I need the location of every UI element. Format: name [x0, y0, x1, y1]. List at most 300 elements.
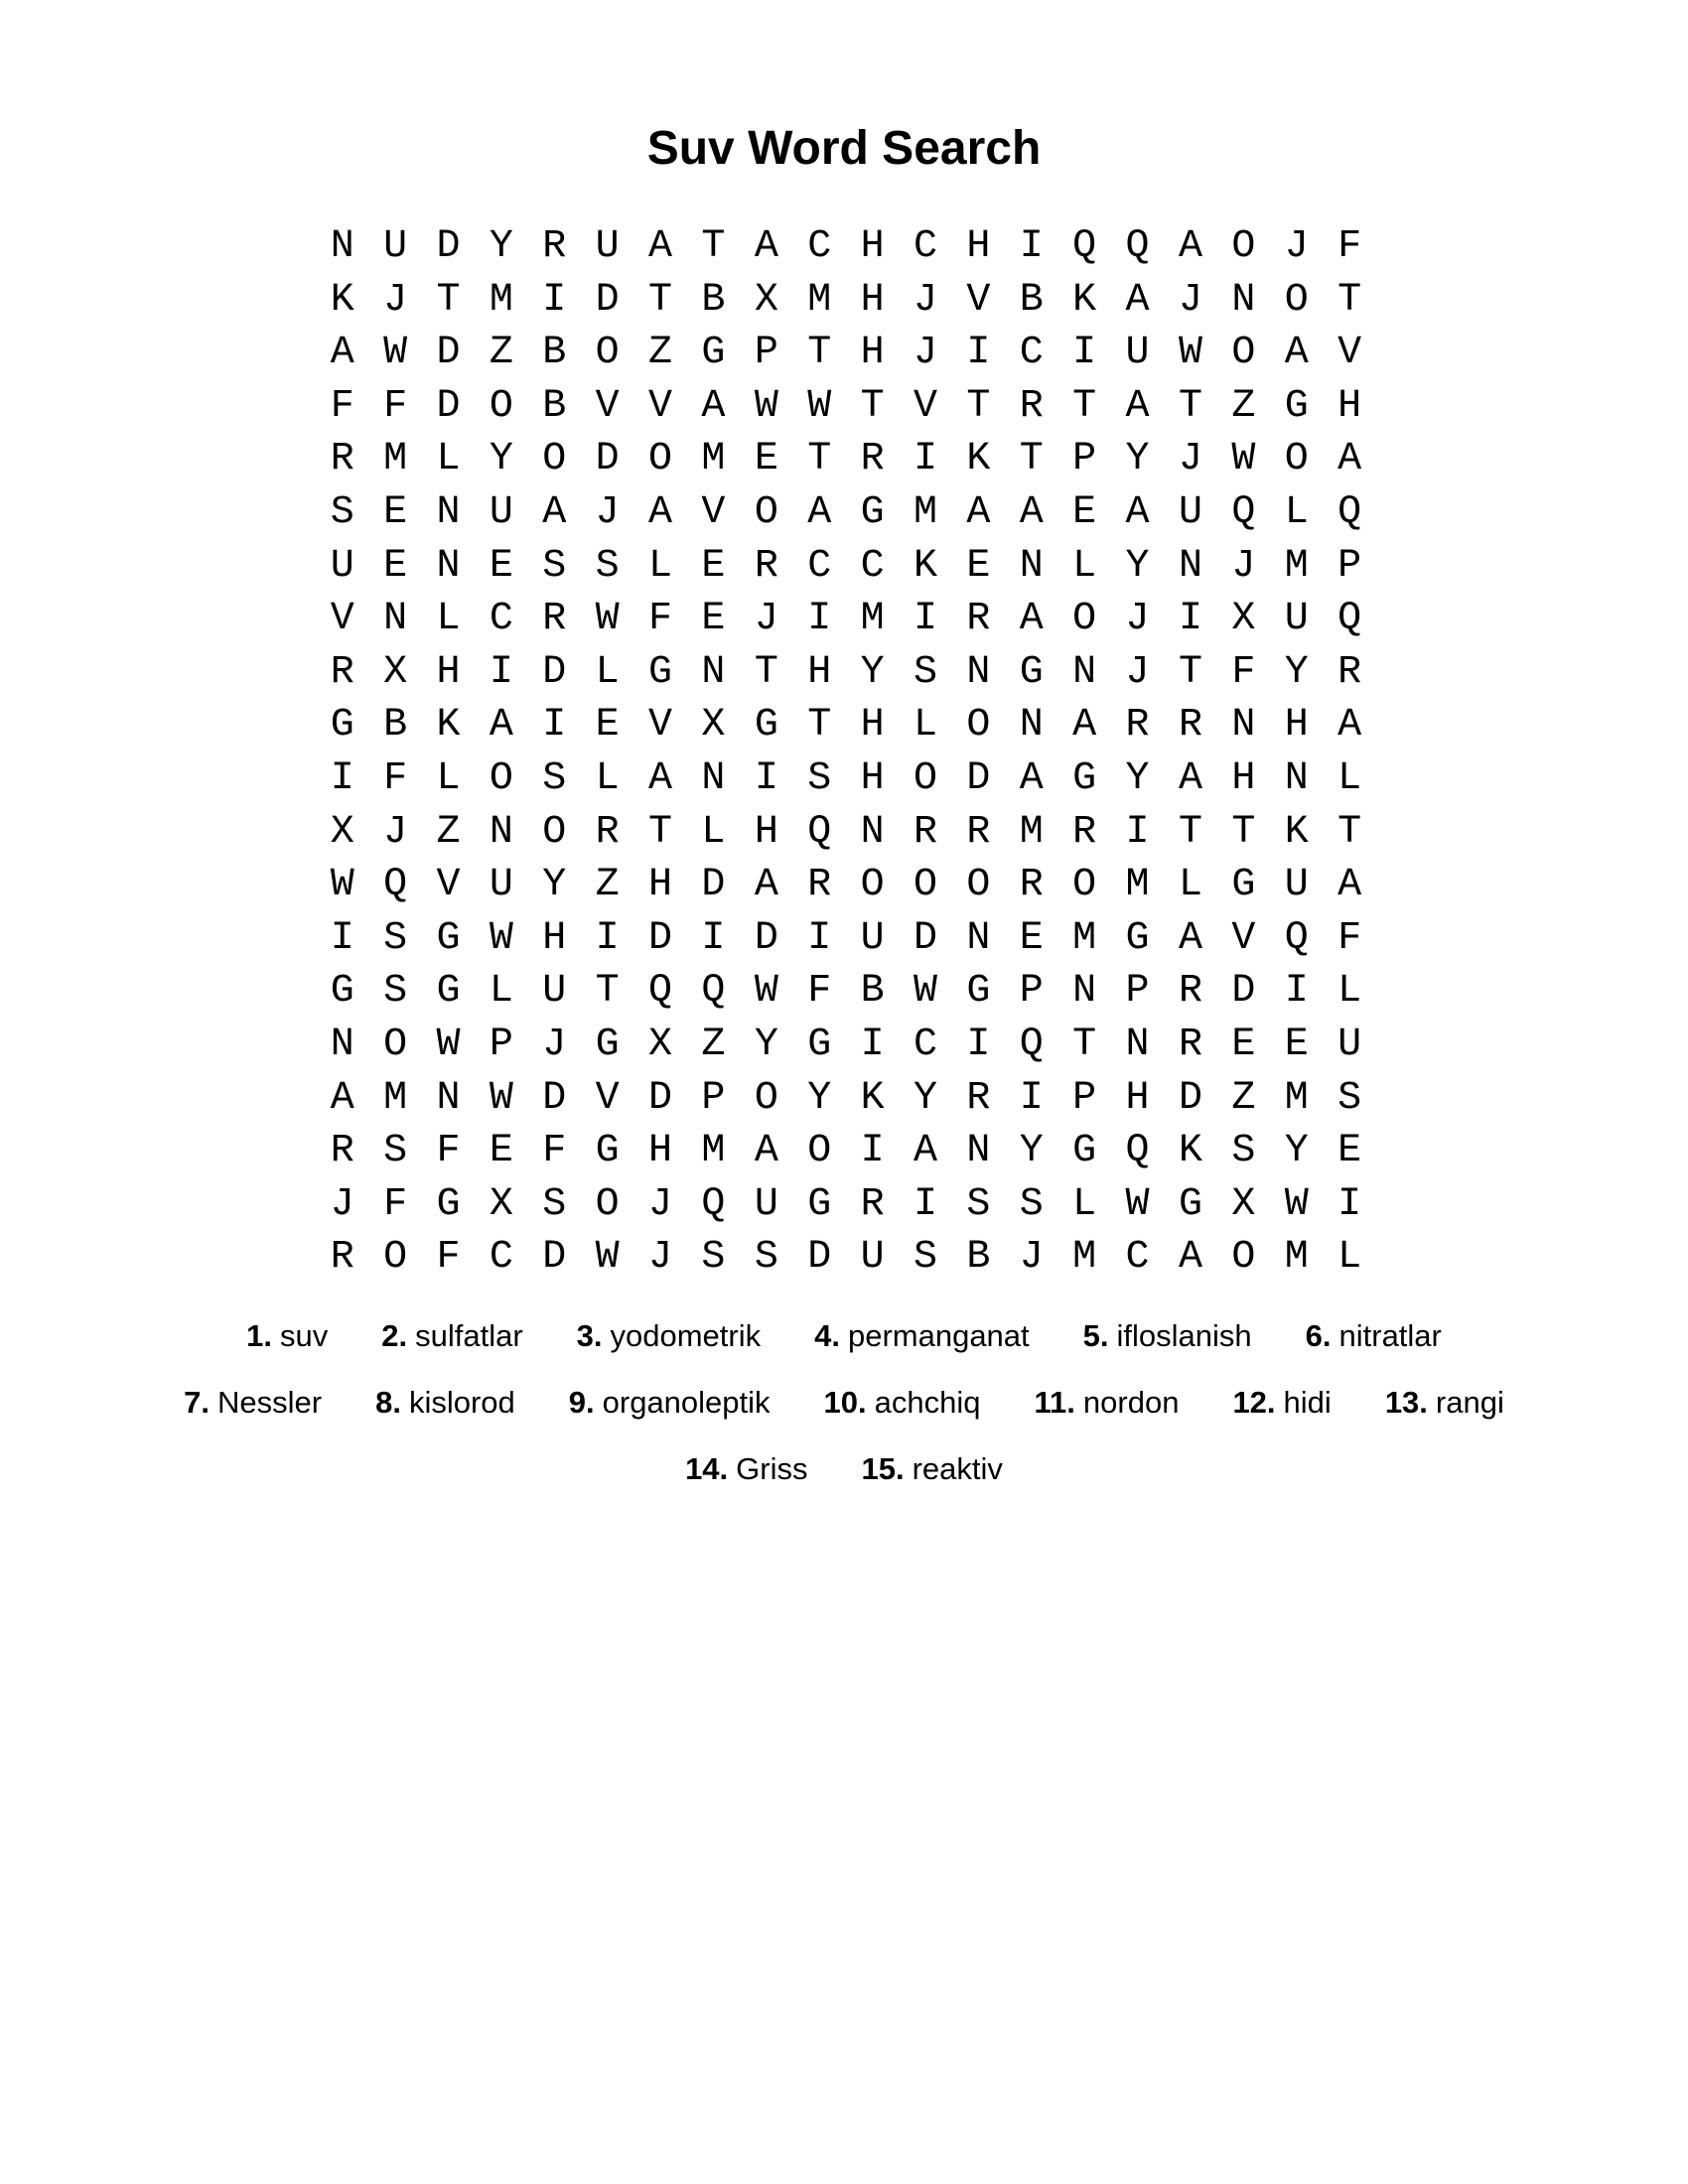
grid-letter: A: [648, 224, 673, 269]
grid-letter: Q: [1125, 1129, 1150, 1174]
grid-letter: M: [913, 489, 937, 535]
grid-letter: K: [966, 437, 991, 482]
grid-letter: C: [489, 597, 513, 642]
grid-letter: M: [1072, 915, 1097, 961]
grid-letter: O: [966, 703, 991, 749]
word-number: 13.: [1384, 1385, 1428, 1420]
grid-letter: R: [330, 1129, 354, 1174]
grid-letter: Y: [1125, 437, 1150, 482]
grid-letter: H: [860, 703, 885, 749]
grid-letter: U: [330, 543, 354, 589]
grid-letter: G: [595, 1129, 620, 1174]
grid-letter: T: [754, 649, 778, 695]
grid-letter: R: [330, 437, 354, 482]
word-list-item: [1385, 1369, 1504, 1435]
grid-letter: O: [542, 809, 567, 855]
grid-letter: L: [1337, 1235, 1362, 1281]
grid-row: [316, 806, 1376, 860]
grid-letter: O: [1231, 331, 1256, 376]
grid-letter: E: [1231, 1022, 1256, 1067]
grid-letter: O: [1231, 1235, 1256, 1281]
grid-letter: M: [807, 277, 832, 323]
grid-letter: A: [648, 489, 673, 535]
grid-letter: H: [1231, 755, 1256, 801]
grid-letter: E: [701, 543, 726, 589]
word-number: 10.: [823, 1385, 867, 1420]
grid-letter: E: [754, 437, 778, 482]
grid-row: [316, 965, 1376, 1019]
word-number: 4.: [814, 1318, 840, 1353]
grid-letter: L: [1337, 969, 1362, 1015]
grid-letter: S: [383, 915, 408, 961]
grid-letter: Z: [436, 809, 461, 855]
grid-letter: E: [489, 543, 513, 589]
grid-letter: I: [913, 437, 937, 482]
grid-letter: V: [330, 597, 354, 642]
grid-letter: J: [648, 1181, 673, 1227]
grid-letter: M: [1019, 809, 1044, 855]
word-list-item: [862, 1435, 1003, 1502]
grid-letter: N: [489, 809, 513, 855]
word-list-item: [381, 1302, 522, 1369]
grid-letter: V: [966, 277, 991, 323]
grid-letter: A: [1125, 277, 1150, 323]
grid-letter: M: [1284, 1235, 1309, 1281]
grid-letter: E: [383, 543, 408, 589]
grid-letter: I: [542, 703, 567, 749]
grid-letter: K: [913, 543, 937, 589]
grid-letter: D: [701, 863, 726, 908]
grid-letter: N: [383, 597, 408, 642]
grid-letter: N: [1072, 649, 1097, 695]
word-text: nordon: [1082, 1385, 1180, 1420]
grid-letter: C: [1125, 1235, 1150, 1281]
grid-row: [316, 1231, 1376, 1285]
grid-letter: F: [1337, 915, 1362, 961]
grid-letter: G: [807, 1181, 832, 1227]
grid-letter: F: [807, 969, 832, 1015]
word-list-item: [1083, 1302, 1252, 1369]
grid-letter: W: [595, 1235, 620, 1281]
grid-letter: I: [754, 755, 778, 801]
grid-letter: N: [1019, 703, 1044, 749]
grid-letter: I: [1019, 1075, 1044, 1121]
grid-row: [316, 1072, 1376, 1126]
word-number: 15.: [861, 1451, 905, 1486]
grid-letter: O: [1072, 863, 1097, 908]
grid-letter: E: [595, 703, 620, 749]
grid-row: [316, 1178, 1376, 1232]
grid-letter: A: [648, 755, 673, 801]
grid-letter: B: [701, 277, 726, 323]
grid-letter: C: [807, 543, 832, 589]
grid-letter: N: [1284, 755, 1309, 801]
grid-letter: H: [1337, 383, 1362, 429]
grid-letter: C: [489, 1235, 513, 1281]
grid-letter: U: [860, 915, 885, 961]
grid-letter: A: [1284, 331, 1309, 376]
grid-letter: J: [1019, 1235, 1044, 1281]
grid-letter: O: [1284, 277, 1309, 323]
grid-letter: H: [966, 224, 991, 269]
grid-letter: F: [436, 1129, 461, 1174]
grid-letter: R: [754, 543, 778, 589]
grid-letter: G: [1072, 1129, 1097, 1174]
word-list-item: [1306, 1302, 1442, 1369]
grid-letter: Q: [648, 969, 673, 1015]
grid-letter: W: [807, 383, 832, 429]
grid-letter: L: [701, 809, 726, 855]
grid-letter: D: [436, 224, 461, 269]
grid-letter: X: [489, 1181, 513, 1227]
grid-letter: A: [913, 1129, 937, 1174]
grid-letter: B: [860, 969, 885, 1015]
grid-row: [316, 380, 1376, 434]
grid-letter: N: [436, 1075, 461, 1121]
grid-letter: Y: [1125, 755, 1150, 801]
word-list-item: [577, 1302, 761, 1369]
grid-letter: D: [966, 755, 991, 801]
grid-letter: I: [1125, 809, 1150, 855]
word-list-line: [0, 1369, 1688, 1435]
grid-letter: R: [807, 863, 832, 908]
grid-letter: Z: [595, 863, 620, 908]
grid-letter: P: [1337, 543, 1362, 589]
grid-letter: J: [913, 277, 937, 323]
grid-letter: B: [542, 383, 567, 429]
grid-letter: F: [1231, 649, 1256, 695]
grid-letter: Q: [1019, 1022, 1044, 1067]
grid-letter: T: [1019, 437, 1044, 482]
grid-letter: B: [383, 703, 408, 749]
grid-letter: Z: [648, 331, 673, 376]
grid-letter: N: [1231, 277, 1256, 323]
grid-letter: Q: [807, 809, 832, 855]
grid-letter: R: [1178, 969, 1202, 1015]
grid-letter: U: [860, 1235, 885, 1281]
grid-letter: A: [701, 383, 726, 429]
grid-letter: Q: [701, 1181, 726, 1227]
grid-letter: V: [648, 383, 673, 429]
grid-letter: R: [542, 224, 567, 269]
grid-letter: G: [330, 969, 354, 1015]
grid-letter: Y: [542, 863, 567, 908]
grid-letter: R: [966, 1075, 991, 1121]
grid-letter: M: [1284, 1075, 1309, 1121]
grid-row: [316, 274, 1376, 328]
grid-letter: Z: [701, 1022, 726, 1067]
grid-letter: Z: [489, 331, 513, 376]
grid-letter: L: [913, 703, 937, 749]
grid-letter: Y: [913, 1075, 937, 1121]
grid-letter: X: [648, 1022, 673, 1067]
grid-letter: I: [595, 915, 620, 961]
grid-letter: M: [860, 597, 885, 642]
grid-letter: H: [807, 649, 832, 695]
grid-letter: W: [754, 383, 778, 429]
grid-letter: D: [542, 1075, 567, 1121]
word-text: nitratlar: [1338, 1318, 1442, 1353]
grid-letter: Q: [1337, 489, 1362, 535]
grid-letter: U: [754, 1181, 778, 1227]
grid-letter: I: [701, 915, 726, 961]
grid-letter: H: [860, 277, 885, 323]
grid-letter: S: [1337, 1075, 1362, 1121]
grid-letter: Y: [754, 1022, 778, 1067]
grid-letter: Y: [1125, 543, 1150, 589]
grid-letter: G: [1284, 383, 1309, 429]
grid-letter: I: [1284, 969, 1309, 1015]
grid-letter: I: [330, 915, 354, 961]
grid-letter: H: [542, 915, 567, 961]
word-text: sulfatlar: [415, 1318, 523, 1353]
grid-letter: A: [1125, 383, 1150, 429]
grid-letter: F: [383, 383, 408, 429]
grid-letter: O: [913, 863, 937, 908]
grid-letter: C: [913, 1022, 937, 1067]
grid-letter: Y: [860, 649, 885, 695]
grid-letter: D: [648, 1075, 673, 1121]
word-text: hidi: [1283, 1385, 1332, 1420]
grid-letter: H: [860, 224, 885, 269]
grid-letter: H: [648, 863, 673, 908]
word-text: Nessler: [217, 1385, 323, 1420]
grid-letter: N: [966, 649, 991, 695]
grid-letter: G: [1178, 1181, 1202, 1227]
grid-letter: W: [1125, 1181, 1150, 1227]
grid-letter: A: [754, 1129, 778, 1174]
grid-letter: T: [807, 437, 832, 482]
grid-letter: X: [383, 649, 408, 695]
grid-letter: W: [1284, 1181, 1309, 1227]
grid-row: [316, 646, 1376, 700]
grid-letter: H: [1284, 703, 1309, 749]
grid-letter: N: [701, 649, 726, 695]
grid-letter: J: [383, 277, 408, 323]
grid-letter: W: [383, 331, 408, 376]
grid-letter: A: [1072, 703, 1097, 749]
grid-letter: E: [1072, 489, 1097, 535]
grid-letter: L: [648, 543, 673, 589]
grid-letter: A: [542, 489, 567, 535]
grid-letter: M: [701, 437, 726, 482]
grid-letter: R: [330, 1235, 354, 1281]
word-list-item: [824, 1369, 981, 1435]
grid-letter: Y: [1284, 1129, 1309, 1174]
grid-letter: D: [542, 1235, 567, 1281]
grid-letter: R: [1019, 383, 1044, 429]
grid-letter: O: [383, 1022, 408, 1067]
grid-letter: W: [436, 1022, 461, 1067]
word-list-item: [375, 1369, 515, 1435]
grid-letter: V: [595, 383, 620, 429]
grid-letter: O: [383, 1235, 408, 1281]
grid-letter: J: [1178, 437, 1202, 482]
grid-letter: R: [1337, 649, 1362, 695]
grid-letter: I: [1337, 1181, 1362, 1227]
grid-letter: O: [807, 1129, 832, 1174]
grid-letter: V: [648, 703, 673, 749]
word-list-item: [246, 1302, 328, 1369]
grid-letter: D: [1231, 969, 1256, 1015]
grid-letter: S: [913, 1235, 937, 1281]
grid-letter: S: [595, 543, 620, 589]
grid-letter: U: [383, 224, 408, 269]
grid-letter: D: [807, 1235, 832, 1281]
grid-letter: I: [913, 1181, 937, 1227]
page-title: Suv Word Search: [646, 122, 1042, 175]
grid-letter: O: [489, 755, 513, 801]
grid-letter: T: [1337, 277, 1362, 323]
word-number: 14.: [685, 1451, 729, 1486]
grid-letter: K: [1178, 1129, 1202, 1174]
grid-letter: A: [1019, 597, 1044, 642]
grid-row: [316, 593, 1376, 646]
grid-letter: M: [1125, 863, 1150, 908]
grid-letter: A: [330, 1075, 354, 1121]
grid-letter: T: [1231, 809, 1256, 855]
grid-letter: U: [1178, 489, 1202, 535]
grid-letter: S: [913, 649, 937, 695]
grid-letter: W: [330, 863, 354, 908]
word-list-item: [1035, 1369, 1180, 1435]
grid-letter: N: [1178, 543, 1202, 589]
word-text: suv: [279, 1318, 329, 1353]
grid-letter: V: [913, 383, 937, 429]
word-number: 5.: [1082, 1318, 1109, 1353]
grid-letter: H: [648, 1129, 673, 1174]
grid-letter: T: [1337, 809, 1362, 855]
grid-letter: O: [595, 1181, 620, 1227]
grid-letter: K: [1072, 277, 1097, 323]
grid-letter: C: [807, 224, 832, 269]
grid-letter: I: [860, 1129, 885, 1174]
grid-letter: G: [595, 1022, 620, 1067]
grid-letter: N: [1125, 1022, 1150, 1067]
grid-letter: T: [807, 703, 832, 749]
grid-letter: S: [1019, 1181, 1044, 1227]
grid-letter: R: [1072, 809, 1097, 855]
grid-letter: J: [754, 597, 778, 642]
grid-letter: R: [860, 437, 885, 482]
grid-letter: A: [1125, 489, 1150, 535]
grid-letter: W: [913, 969, 937, 1015]
grid-letter: S: [542, 1181, 567, 1227]
grid-letter: A: [330, 331, 354, 376]
grid-letter: F: [648, 597, 673, 642]
grid-letter: M: [1284, 543, 1309, 589]
word-text: yodometrik: [610, 1318, 762, 1353]
grid-letter: S: [754, 1235, 778, 1281]
grid-row: [316, 220, 1376, 274]
grid-letter: A: [1178, 224, 1202, 269]
grid-letter: U: [489, 863, 513, 908]
grid-letter: K: [330, 277, 354, 323]
grid-letter: W: [754, 969, 778, 1015]
grid-letter: J: [913, 331, 937, 376]
grid-letter: I: [913, 597, 937, 642]
grid-letter: T: [595, 969, 620, 1015]
grid-letter: B: [966, 1235, 991, 1281]
word-text: permanganat: [847, 1318, 1030, 1353]
grid-letter: Q: [383, 863, 408, 908]
grid-letter: N: [330, 1022, 354, 1067]
grid-letter: F: [1337, 224, 1362, 269]
grid-letter: N: [1072, 969, 1097, 1015]
grid-letter: P: [754, 331, 778, 376]
grid-letter: T: [860, 383, 885, 429]
grid-letter: O: [648, 437, 673, 482]
grid-letter: V: [1337, 331, 1362, 376]
grid-letter: R: [330, 649, 354, 695]
grid-letter: P: [1072, 437, 1097, 482]
grid-letter: K: [1284, 809, 1309, 855]
grid-letter: X: [1231, 597, 1256, 642]
grid-letter: Y: [1284, 649, 1309, 695]
grid-letter: R: [860, 1181, 885, 1227]
grid-letter: C: [913, 224, 937, 269]
grid-letter: S: [542, 543, 567, 589]
grid-letter: P: [489, 1022, 513, 1067]
grid-letter: B: [1019, 277, 1044, 323]
grid-letter: O: [966, 863, 991, 908]
grid-letter: L: [1072, 543, 1097, 589]
grid-letter: R: [542, 597, 567, 642]
grid-letter: G: [436, 1181, 461, 1227]
grid-letter: N: [966, 1129, 991, 1174]
grid-letter: Q: [1337, 597, 1362, 642]
grid-letter: Y: [807, 1075, 832, 1121]
grid-letter: U: [1125, 331, 1150, 376]
grid-letter: I: [860, 1022, 885, 1067]
grid-letter: E: [1284, 1022, 1309, 1067]
grid-letter: I: [807, 915, 832, 961]
grid-letter: L: [489, 969, 513, 1015]
grid-letter: S: [383, 1129, 408, 1174]
grid-letter: V: [436, 863, 461, 908]
word-list-item: [685, 1435, 807, 1502]
grid-letter: E: [1337, 1129, 1362, 1174]
grid-letter: G: [436, 969, 461, 1015]
grid-letter: K: [860, 1075, 885, 1121]
grid-letter: T: [1072, 383, 1097, 429]
grid-letter: R: [1125, 703, 1150, 749]
grid-letter: J: [1284, 224, 1309, 269]
grid-letter: J: [595, 489, 620, 535]
grid-letter: S: [966, 1181, 991, 1227]
grid-letter: D: [913, 915, 937, 961]
grid-letter: J: [1231, 543, 1256, 589]
grid-letter: D: [436, 383, 461, 429]
grid-letter: X: [701, 703, 726, 749]
grid-letter: R: [966, 597, 991, 642]
grid-letter: N: [1019, 543, 1044, 589]
grid-letter: P: [701, 1075, 726, 1121]
grid-letter: Q: [1125, 224, 1150, 269]
word-text: rangi: [1435, 1385, 1504, 1420]
grid-letter: S: [542, 755, 567, 801]
grid-letter: O: [1231, 224, 1256, 269]
grid-letter: A: [1178, 915, 1202, 961]
grid-row: [316, 912, 1376, 966]
word-list: [0, 1302, 1688, 1502]
grid-letter: A: [754, 224, 778, 269]
grid-row: [316, 540, 1376, 594]
grid-letter: I: [1178, 597, 1202, 642]
grid-letter: P: [1125, 969, 1150, 1015]
grid-letter: N: [1231, 703, 1256, 749]
grid-letter: N: [330, 224, 354, 269]
